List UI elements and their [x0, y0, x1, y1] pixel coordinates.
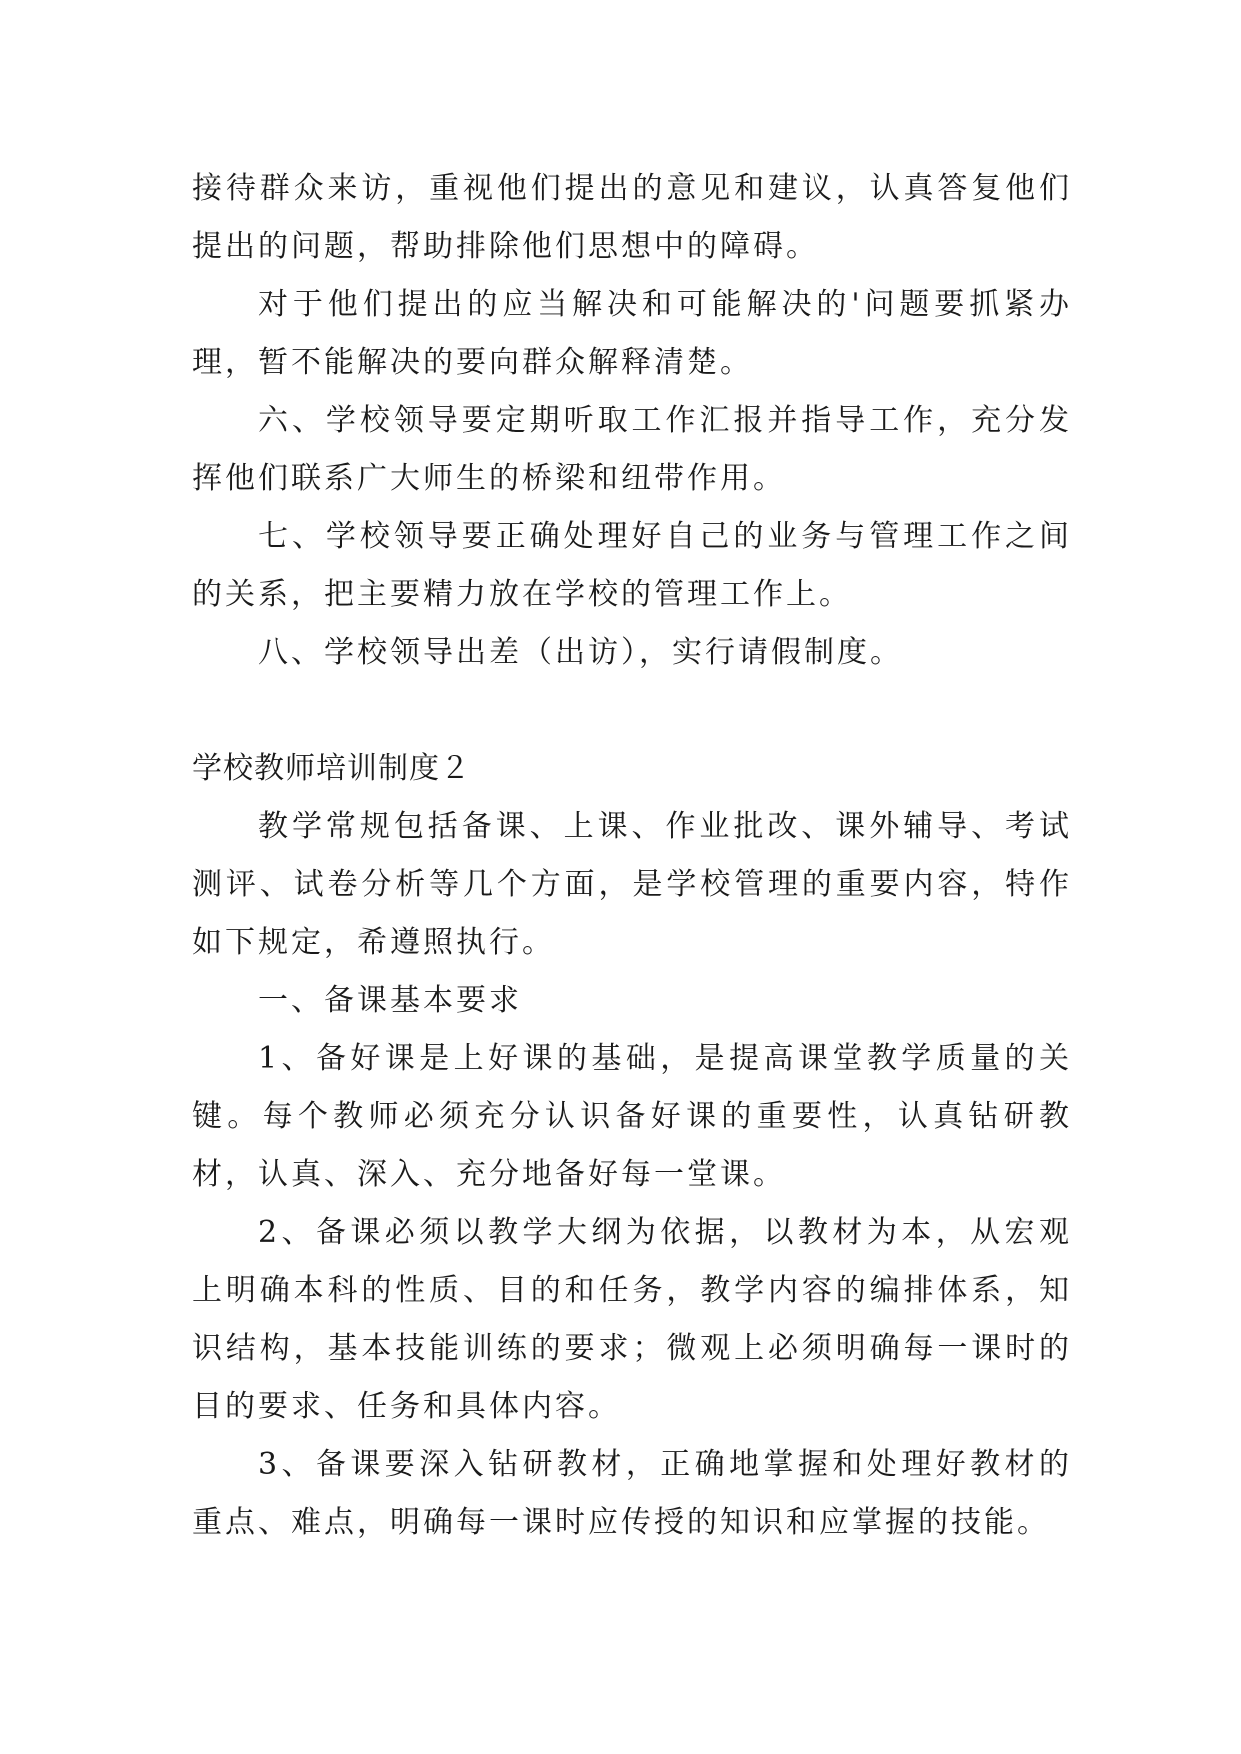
paragraph: 对于他们提出的应当解决和可能解决的'问题要抓紧办理，暂不能解决的要向群众解释清楚。 — [192, 287, 1072, 380]
section-title: 学校教师培训制度２ — [192, 751, 471, 786]
paragraph: 2、备课必须以教学大纲为依据，以教材为本，从宏观上明确本科的性质、目的和任务，教学内容的编排体系，知识结构，基本技能训练的要求；微观上必须明确每一课时的目的要求、任务和具体内容。 — [192, 1215, 1072, 1424]
paragraph: 3、备课要深入钻研教材，正确地掌握和处理好教材的重点、难点，明确每一课时应传授的知识和应掌握的技能。 — [192, 1447, 1072, 1540]
section-gap — [192, 682, 1072, 740]
document-body — [192, 160, 1072, 1552]
paragraph: 接待群众来访，重视他们提出的意见和建议，认真答复他们提出的问题，帮助排除他们思想中的障碍。 — [192, 171, 1072, 264]
paragraph: 一、备课基本要求 — [258, 983, 522, 1018]
paragraph: 1、备好课是上好课的基础，是提高课堂教学质量的关键。每个教师必须充分认识备好课的重要性，认真钻研教材，认真、深入、充分地备好每一堂课。 — [192, 1041, 1072, 1192]
paragraph: 七、学校领导要正确处理好自己的业务与管理工作之间的关系，把主要精力放在学校的管理工作上。 — [192, 519, 1072, 612]
paragraph: 六、学校领导要定期听取工作汇报并指导工作，充分发挥他们联系广大师生的桥梁和纽带作用。 — [192, 403, 1072, 496]
paragraph: 八、学校领导出差（出访），实行请假制度。 — [258, 635, 903, 670]
paragraph: 教学常规包括备课、上课、作业批改、课外辅导、考试测评、试卷分析等几个方面，是学校管理的重要内容，特作如下规定，希遵照执行。 — [192, 809, 1072, 960]
